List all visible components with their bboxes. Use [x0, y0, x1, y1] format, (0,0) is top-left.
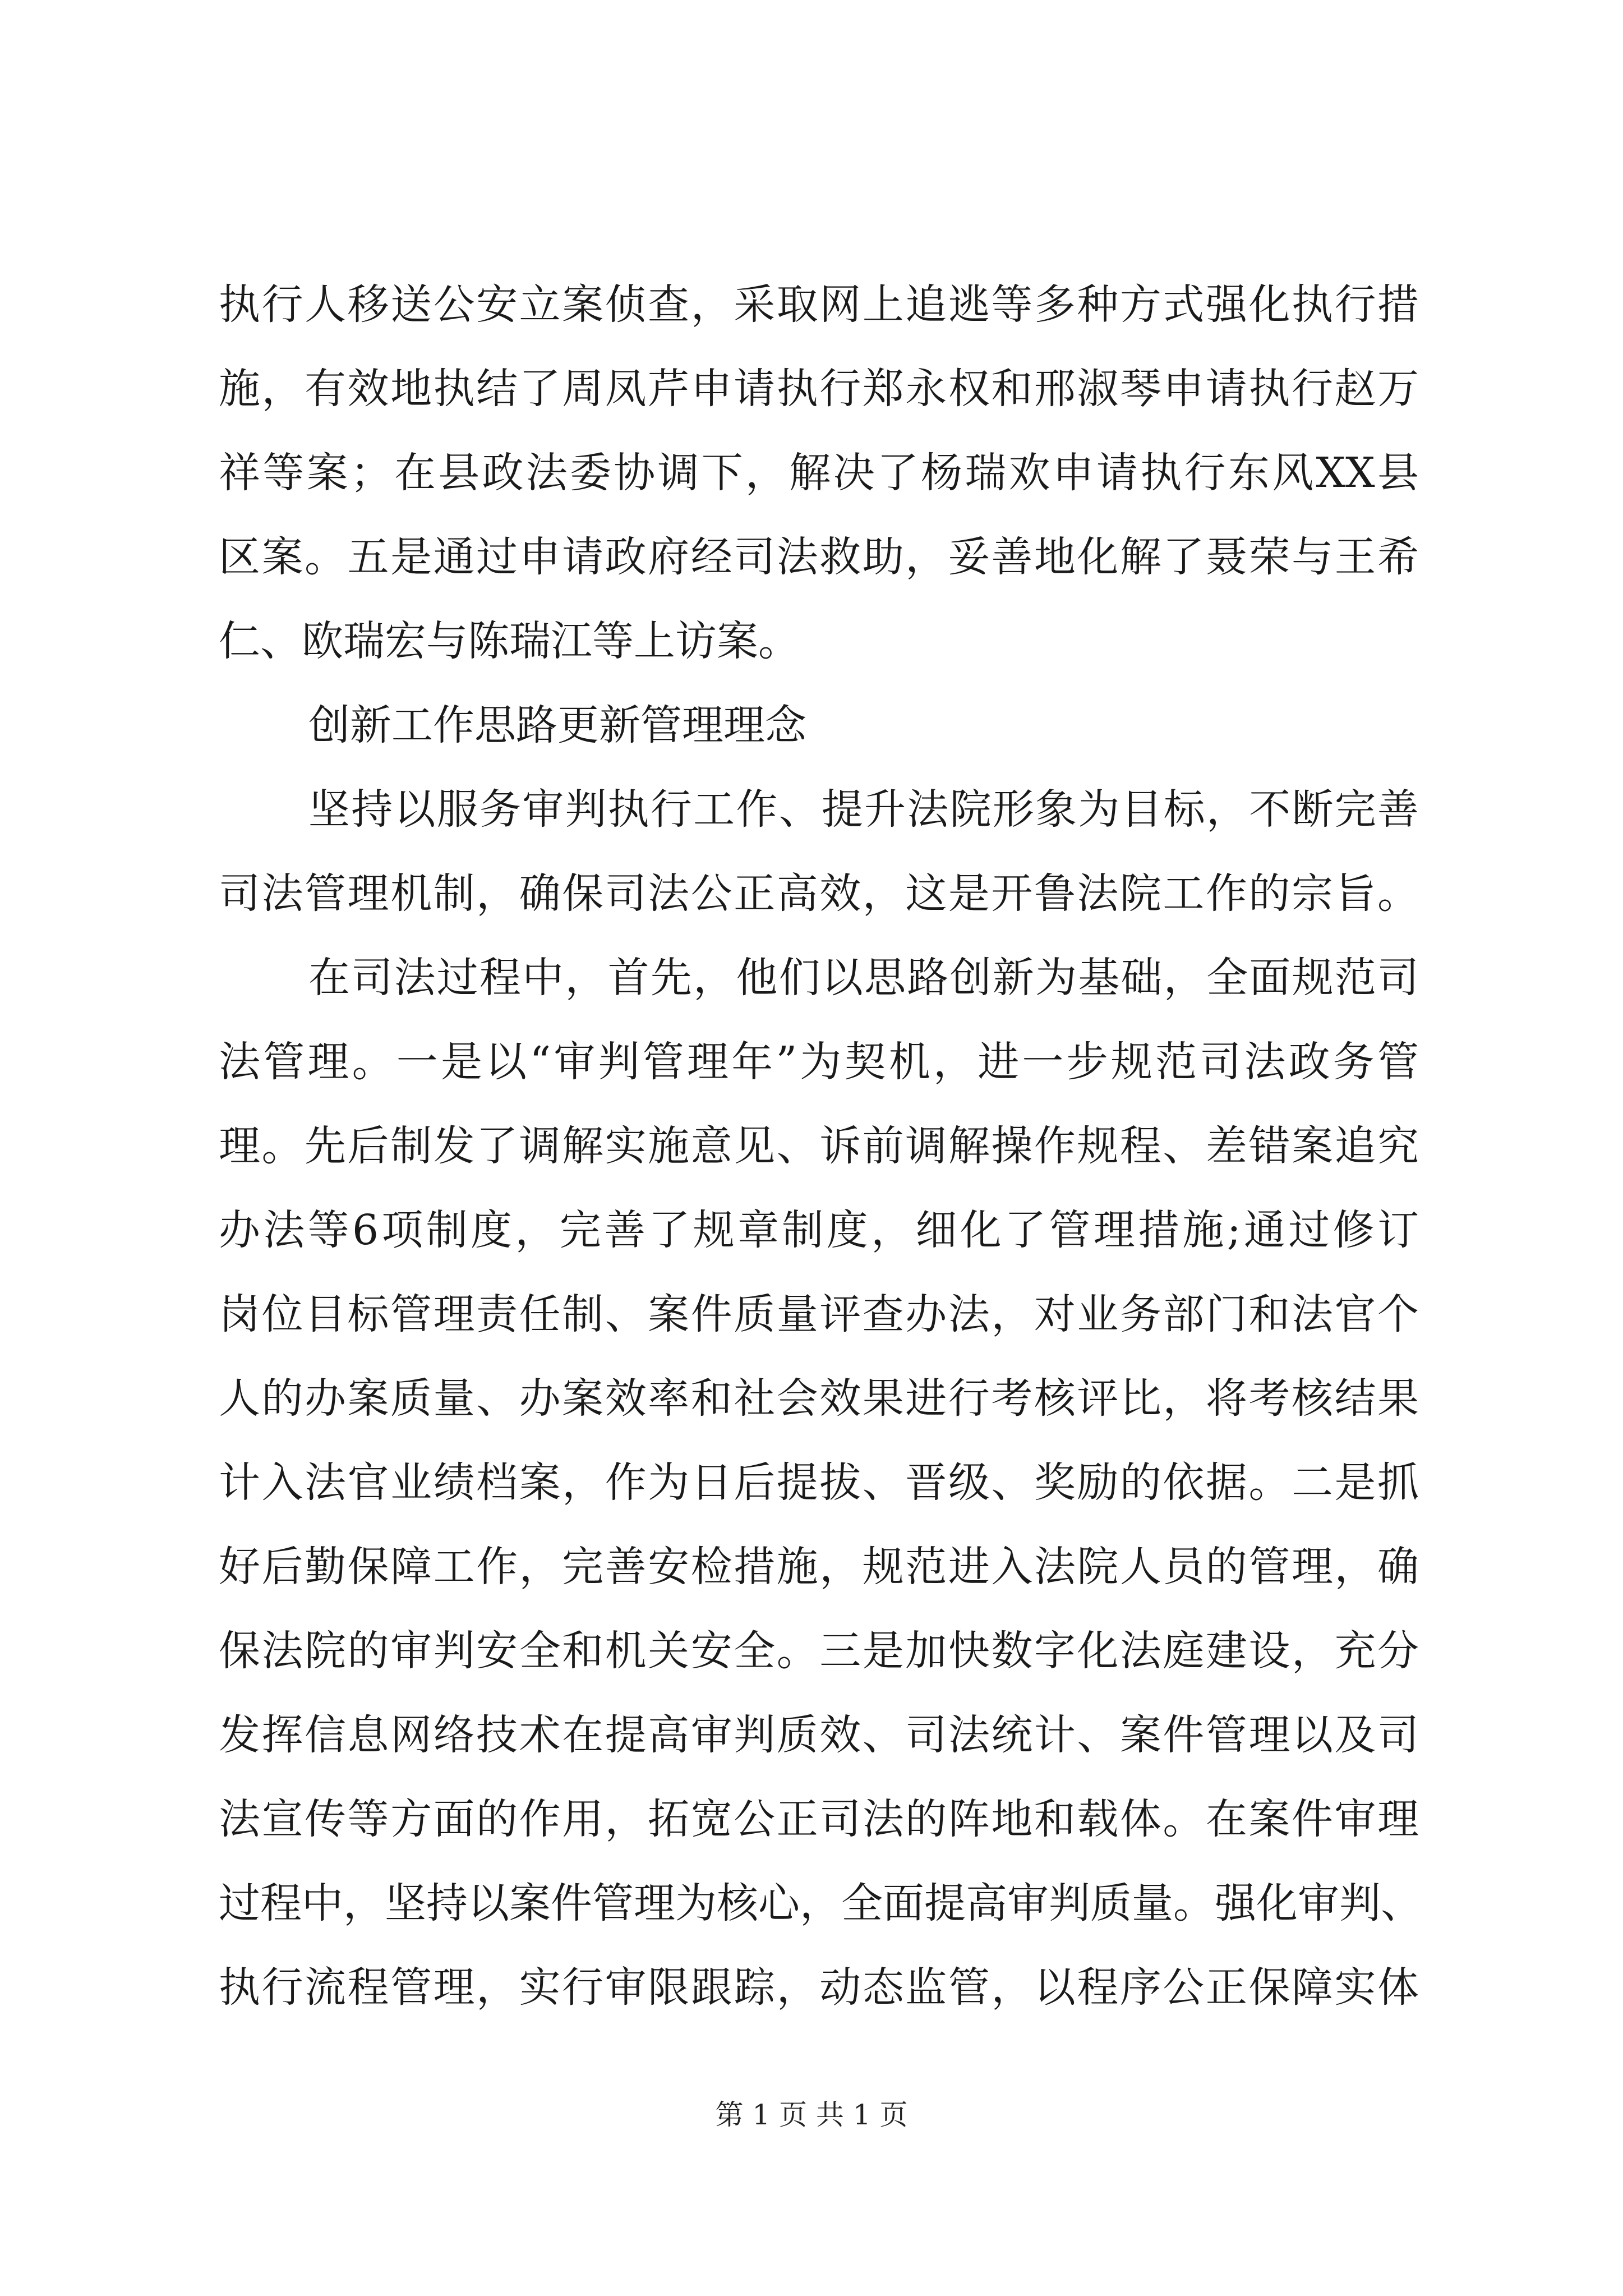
text-line: 岗位目标管理责任制、案件质量评查办法，对业务部门和法官个 [219, 1290, 1419, 1338]
text-line: 仁、欧瑞宏与陈瑞江等上访案。 [219, 617, 800, 665]
text-line: 坚持以服务审判执行工作、提升法院形象为目标，不断完善 [308, 785, 1419, 834]
text-line: 执行流程管理，实行审限跟踪，动态监管，以程序公正保障实体 [219, 1963, 1419, 2012]
text-line: 保法院的审判安全和机关安全。三是加快数字化法庭建设，充分 [219, 1627, 1419, 1675]
text-line: 办法等6项制度，完善了规章制度，细化了管理措施;通过修订 [219, 1206, 1419, 1254]
text-line: 在司法过程中，首先，他们以思路创新为基础，全面规范司 [308, 954, 1419, 1002]
text-line: 创新工作思路更新管理理念 [308, 701, 806, 749]
text-line: 执行人移送公安立案侦查，采取网上追逃等多种方式强化执行措 [219, 280, 1419, 329]
text-line: 司法管理机制，确保司法公正高效，这是开鲁法院工作的宗旨。 [219, 869, 1419, 918]
text-line: 过程中，坚持以案件管理为核心，全面提高审判质量。强化审判、 [219, 1879, 1422, 1927]
text-line: 理。先后制发了调解实施意见、诉前调解操作规程、差错案追究 [219, 1122, 1419, 1170]
text-line: 计入法官业绩档案，作为日后提拔、晋级、奖励的依据。二是抓 [219, 1458, 1419, 1507]
text-line: 发挥信息网络技术在提高审判质效、司法统计、案件管理以及司 [219, 1711, 1419, 1759]
text-line: 祥等案；在县政法委协调下，解决了杨瑞欢申请执行东风XX县 [219, 449, 1419, 497]
page-number-footer: 第 1 页 共 1 页 [715, 2099, 908, 2131]
text-line: 区案。五是通过申请政府经司法救助，妥善地化解了聂荣与王希 [219, 533, 1419, 581]
text-line: 法管理。一是以“审判管理年”为契机，进一步规范司法政务管 [219, 1038, 1419, 1086]
text-line: 好后勤保障工作，完善安检措施，规范进入法院人员的管理，确 [219, 1543, 1419, 1591]
text-line: 施，有效地执结了周凤芹申请执行郑永权和邢淑琴申请执行赵万 [219, 365, 1419, 413]
document-body [219, 263, 1422, 2030]
text-line: 人的办案质量、办案效率和社会效果进行考核评比，将考核结果 [219, 1374, 1419, 1423]
text-line: 法宣传等方面的作用，拓宽公正司法的阵地和载体。在案件审理 [219, 1795, 1419, 1843]
